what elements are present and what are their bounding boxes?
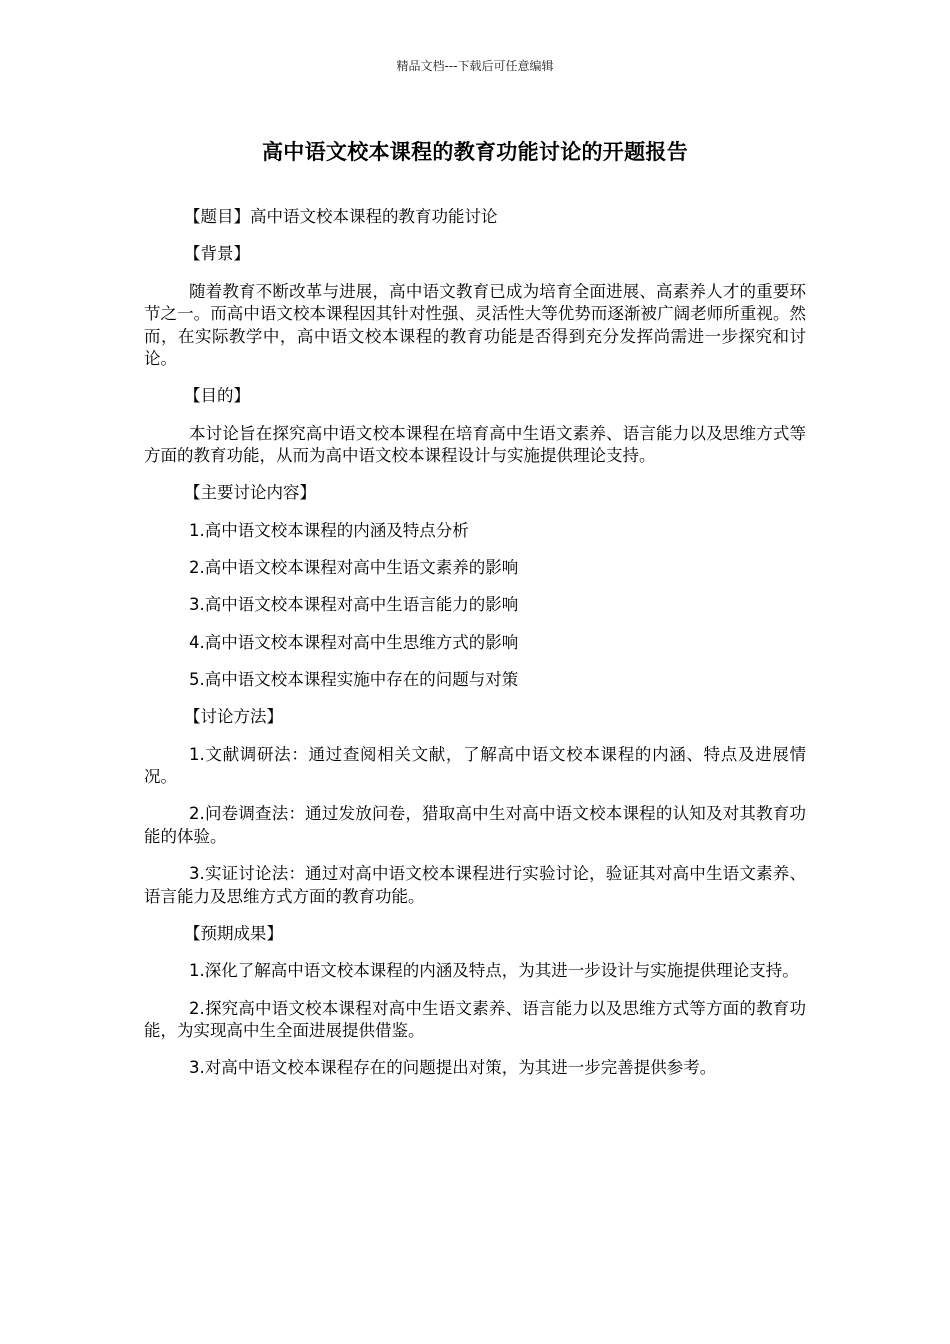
method-item: 3.实证讨论法：通过对高中语文校本课程进行实验讨论，验证其对高中生语文素养、语言能力及思维方式方面的教育功能。 xyxy=(144,864,806,906)
background-heading: 【背景】 xyxy=(184,244,250,264)
method-item: 2.问卷调查法：通过发放问卷，猎取高中生对高中语文校本课程的认知及对其教育功能的体验。 xyxy=(144,804,806,846)
content-item: 4.高中语文校本课程对高中生思维方式的影响 xyxy=(189,632,519,652)
methods-heading: 【讨论方法】 xyxy=(184,707,283,727)
purpose-heading: 【目的】 xyxy=(184,386,250,406)
content-heading: 【主要讨论内容】 xyxy=(184,483,316,503)
content-item: 5.高中语文校本课程实施中存在的问题与对策 xyxy=(189,669,519,689)
background-paragraph: 随着教育不断改革与进展，高中语文教育已成为培育全面进展、高素养人才的重要环节之一。而高中语文校本课程因其针对性强、灵活性大等优势而逐渐被广阔老师所重视。然而，在实际教学中，高中语文校本课程的教育功能是否得到充分发挥尚需进一步探究和讨论。 xyxy=(144,281,806,369)
document-body xyxy=(144,206,806,1095)
result-item: 1.深化了解高中语文校本课程的内涵及特点，为其进一步设计与实施提供理论支持。 xyxy=(189,961,799,981)
content-item: 2.高中语文校本课程对高中生语文素养的影响 xyxy=(189,558,519,578)
page-header: 精品文档---下载后可任意编辑 xyxy=(396,59,554,73)
result-item: 2.探究高中语文校本课程对高中生语文素养、语言能力以及思维方式等方面的教育功能，为实现高中生全面进展提供借鉴。 xyxy=(144,998,806,1041)
content-item: 3.高中语文校本课程对高中生语言能力的影响 xyxy=(189,595,519,615)
purpose-paragraph: 本讨论旨在探究高中语文校本课程在培育高中生语文素养、语言能力以及思维方式等方面的教育功能，从而为高中语文校本课程设计与实施提供理论支持。 xyxy=(144,423,806,466)
result-item: 3.对高中语文校本课程存在的问题提出对策，为其进一步完善提供参考。 xyxy=(189,1058,717,1078)
content-item: 1.高中语文校本课程的内涵及特点分析 xyxy=(189,520,469,540)
document-title: 高中语文校本课程的教育功能讨论的开题报告 xyxy=(262,140,688,164)
results-heading: 【预期成果】 xyxy=(184,923,283,943)
method-item: 1.文献调研法：通过查阅相关文献，了解高中语文校本课程的内涵、特点及进展情况。 xyxy=(144,744,806,787)
topic-line: 【题目】高中语文校本课程的教育功能讨论 xyxy=(184,207,498,226)
